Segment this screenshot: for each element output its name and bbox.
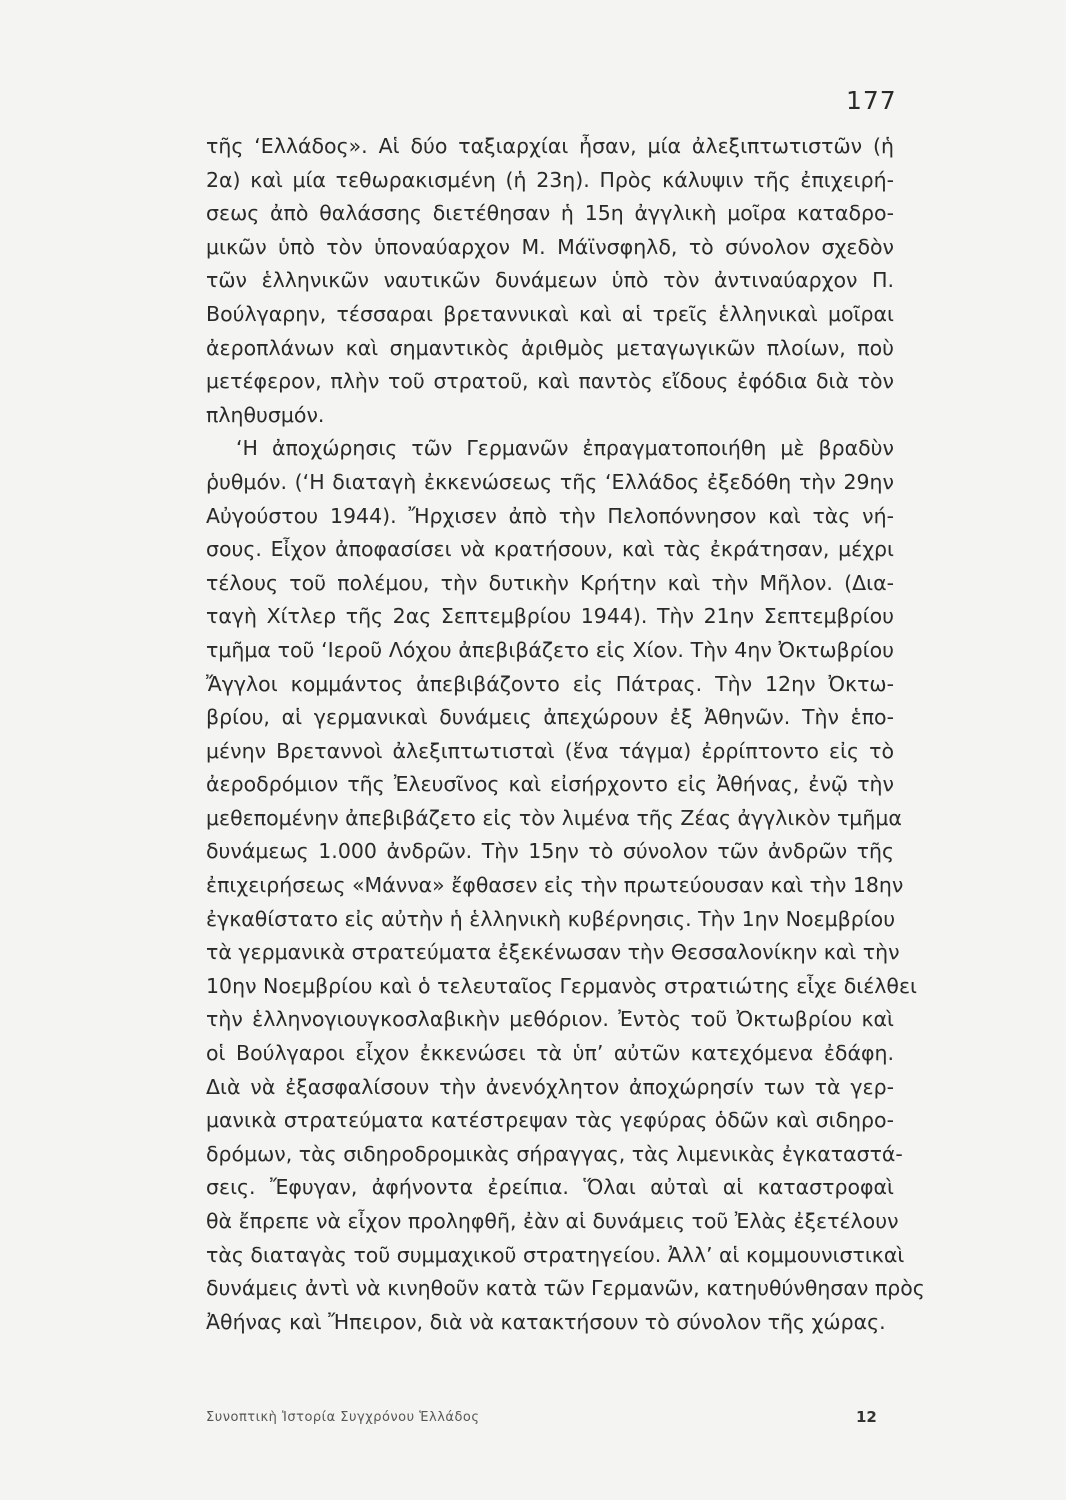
text-line: Ἀθήνας καὶ Ἤπειρον, διὰ νὰ κατακτήσουν τὸ σύνολον τῆς χώρας.	[206, 1309, 886, 1334]
footer-book-title: Συνοπτικὴ Ἱστορία Συγχρόνου Ἑλλάδος	[206, 1410, 480, 1425]
text-line: 2α) καὶ μία τεθωρακισμένη (ἡ 23η). Πρὸς κάλυψιν τῆς ἐπιχειρή-	[206, 167, 894, 192]
text-line: θὰ ἔπρεπε νὰ εἶχον προληφθῆ, ἐὰν αἱ δυνάμεις τοῦ Ἐλὰς ἐξετέλουν	[206, 1209, 899, 1233]
text-line: 10ην Νοεμβρίου καὶ ὁ τελευταῖος Γερμανὸς στρατιώτης εἶχε διέλθει	[206, 973, 917, 998]
text-line: ἀεροπλάνων καὶ σημαντικὸς ἀριθμὸς μεταγωγικῶν πλοίων, ποὺ	[206, 335, 894, 360]
text-line: τὴν ἑλληνογιουγκοσλαβικὴν μεθόριον. Ἐντὸς τοῦ Ὀκτωβρίου καὶ	[206, 1007, 894, 1032]
text-line: οἱ Βούλγαροι εἶχον ἐκκενώσει τὰ ὑπ’ αὐτῶν κατεχόμενα ἐδάφη.	[206, 1041, 894, 1066]
text-line: μεθεπομένην ἀπεβιβάζετο εἰς τὸν λιμένα τῆς Ζέας ἀγγλικὸν τμῆμα	[206, 805, 902, 830]
text-line: τὰς διαταγὰς τοῦ συμμαχικοῦ στρατηγείου. Ἀλλ’ αἱ κομμουνιστικαὶ	[206, 1242, 905, 1267]
text-line: δυνάμεις ἀντὶ νὰ κινηθοῦν κατὰ τῶν Γερμανῶν, κατηυθύνθησαν πρὸς	[206, 1276, 925, 1301]
text-line: πληθυσμόν.	[206, 402, 325, 427]
text-line: σεως ἀπὸ θαλάσσης διετέθησαν ἡ 15η ἀγγλικὴ μοῖρα καταδρο-	[206, 201, 894, 226]
text-line: σους. Εἶχον ἀποφασίσει νὰ κρατήσουν, καὶ τὰς ἐκράτησαν, μέχρι	[206, 537, 894, 562]
text-line: τῆς ‘Ελλάδος». Αἱ δύο ταξιαρχίαι ἦσαν, μία ἀλεξιπτωτιστῶν (ἡ	[206, 134, 894, 158]
text-line: ἀεροδρόμιον τῆς Ἐλευσῖνος καὶ εἰσήρχοντο εἰς Ἀθήνας, ἐνῷ τὴν	[206, 772, 894, 797]
text-line: τῶν ἑλληνικῶν ναυτικῶν δυνάμεων ὑπὸ τὸν ἀντιναύαρχον Π.	[206, 268, 894, 293]
text-line: ‘Η ἀποχώρησις τῶν Γερμανῶν ἐπραγματοποιήθη μὲ βραδὺν	[236, 436, 894, 461]
signature-mark: 12	[856, 1408, 877, 1426]
text-line: μετέφερον, πλὴν τοῦ στρατοῦ, καὶ παντὸς εἴδους ἐφόδια διὰ τὸν	[206, 369, 894, 394]
text-line: Αὐγούστου 1944). Ἤρχισεν ἀπὸ τὴν Πελοπόννησον καὶ τὰς νή-	[206, 503, 894, 528]
text-line: μικῶν ὑπὸ τὸν ὑποναύαρχον Μ. Μάϊνσφηλδ, τὸ σύνολον σχεδὸν	[206, 234, 894, 259]
page-number: 177	[846, 86, 897, 115]
text-line: Διὰ νὰ ἐξασφαλίσουν τὴν ἀνενόχλητον ἀποχώρησίν των τὰ γερ-	[206, 1074, 894, 1099]
text-line: μανικὰ στρατεύματα κατέστρεψαν τὰς γεφύρας ὁδῶν καὶ σιδηρο-	[206, 1108, 894, 1133]
body-text	[206, 130, 925, 1339]
text-line: δρόμων, τὰς σιδηροδρομικὰς σήραγγας, τὰς λιμενικὰς ἐγκαταστά-	[206, 1141, 903, 1166]
text-line: μένην Βρεταννοὶ ἀλεξιπτωτισταὶ (ἕνα τάγμα) ἐρρίπτοντο εἰς τὸ	[206, 738, 894, 763]
text-line: τέλους τοῦ πολέμου, τὴν δυτικὴν Κρήτην καὶ τὴν Μῆλον. (Δια-	[206, 570, 894, 595]
text-line: ἐπιχειρήσεως «Μάννα» ἔφθασεν εἰς τὴν πρωτεύουσαν καὶ τὴν 18ην	[206, 873, 904, 898]
text-line: τμῆμα τοῦ ‘Ιεροῦ Λόχου ἀπεβιβάζετο εἰς Χίον. Τὴν 4ην Ὀκτωβρίου	[206, 637, 894, 662]
text-line: Ἄγγλοι κομμάντος ἀπεβιβάζοντο εἰς Πάτρας. Τὴν 12ην Ὀκτω-	[206, 671, 894, 696]
text-line: τὰ γερμανικὰ στρατεύματα ἐξεκένωσαν τὴν Θεσσαλονίκην καὶ τὴν	[206, 940, 900, 965]
text-line: Βούλγαρην, τέσσαραι βρεταννικαὶ καὶ αἱ τρεῖς ἑλληνικαὶ μοῖραι	[206, 301, 894, 326]
text-line: βρίου, αἱ γερμανικαὶ δυνάμεις ἀπεχώρουν ἐξ Ἀθηνῶν. Τὴν ἑπο-	[206, 705, 894, 730]
text-line: ἐγκαθίστατο εἰς αὐτὴν ἡ ἑλληνικὴ κυβέρνησις. Τὴν 1ην Νοεμβρίου	[206, 906, 896, 931]
text-line: ταγὴ Χίτλερ τῆς 2ας Σεπτεμβρίου 1944). Τὴν 21ην Σεπτεμβρίου	[206, 604, 894, 629]
text-line: ῥυθμόν. (‘Η διαταγὴ ἐκκενώσεως τῆς ‘Ελλάδος ἐξεδόθη τὴν 29ην	[206, 469, 894, 494]
text-line: σεις. Ἔφυγαν, ἀφήνοντα ἐρείπια. Ὅλαι αὐταὶ αἱ καταστροφαὶ	[206, 1175, 894, 1200]
text-line: δυνάμεως 1.000 ἀνδρῶν. Τὴν 15ην τὸ σύνολον τῶν ἀνδρῶν τῆς	[206, 839, 894, 864]
